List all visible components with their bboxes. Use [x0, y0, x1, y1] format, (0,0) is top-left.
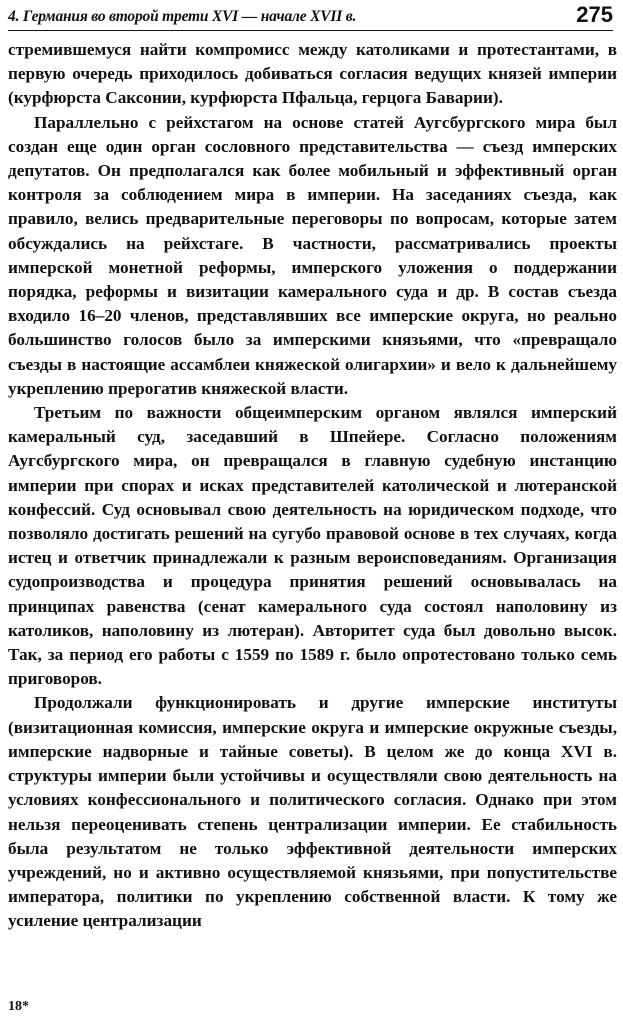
paragraph-3: Третьим по важности общеимперским органом являлся имперский камеральный суд, заседавший в Шпейере. Согласно положениям Аугсбургского мира, он превращался в главную судебную инстанцию империи при спорах и исках представителей католической и лютеранской конфессий. Суд основывал свою деятельность на юридическом подходе, что позволяло достигать решений на сугубо правовой основе в тех случаях, когда истец и ответчик принадлежали к разным вероисповеданиям. Организация судопроизводства и процедура принятия решений основывалась на принципах равенства (сенат камерального суда состоял наполовину из католиков, наполовину из лютеран). Авторитет суда был довольно высок. Так, за период его работы с 1559 по 1589 г. было опротестовано только семь приговоров. [8, 403, 617, 689]
paragraph-1: стремившемуся найти компромисс между католиками и протестантами, в первую очередь приходилось добиваться согласия ведущих князей империи (курфюрста Саксонии, курфюрста Пфальца, герцога Баварии). [8, 40, 617, 108]
page-number: 275 [576, 2, 613, 27]
paragraph-4: Продолжали функционировать и другие имперские институты (визитационная комиссия, имперские округа и имперские окружные съезды, имперские надворные и тайные советы). В целом же до конца XVI в. структуры империи были устойчивы и осуществляли свою деятельность на условиях конфессионального и политического согласия. Однако при этом нельзя переоценивать степень централизации империи. Ее стабильность была результатом не только эффективной деятельности имперских учреждений, но и активно осуществляемой князьями, при попустительстве императора, политики по укреплению собственной власти. К тому же усиление централизации [8, 693, 617, 931]
body-text [8, 38, 617, 934]
running-header [8, 2, 613, 31]
printer-signature: 18* [8, 999, 29, 1014]
running-title: 4. Германия во второй трети XVI — начале XVII в. [8, 8, 357, 25]
paragraph-2: Параллельно с рейхстагом на основе статей Аугсбургского мира был создан еще один орган сословного представительства — съезд имперских депутатов. Он предполагался как более мобильный и эффективный орган контроля за соблюдением мира в империи. На заседаниях съезда, как правило, велись предварительные переговоры по вопросам, которые затем обсуждались на рейхстаге. В частности, рассматривались проекты имперской монетной реформы, имперского уложения о поддержании порядка, реформы и визитации камерального суда и др. В состав съезда входило 16–20 членов, представлявших все имперские округа, но реально большинство голосов было за имперскими князьями, что «превращало съезды в настоящие ассамблеи княжеской олигархии» и вело к дальнейшему укреплению прерогатив княжеской власти. [8, 112, 617, 398]
